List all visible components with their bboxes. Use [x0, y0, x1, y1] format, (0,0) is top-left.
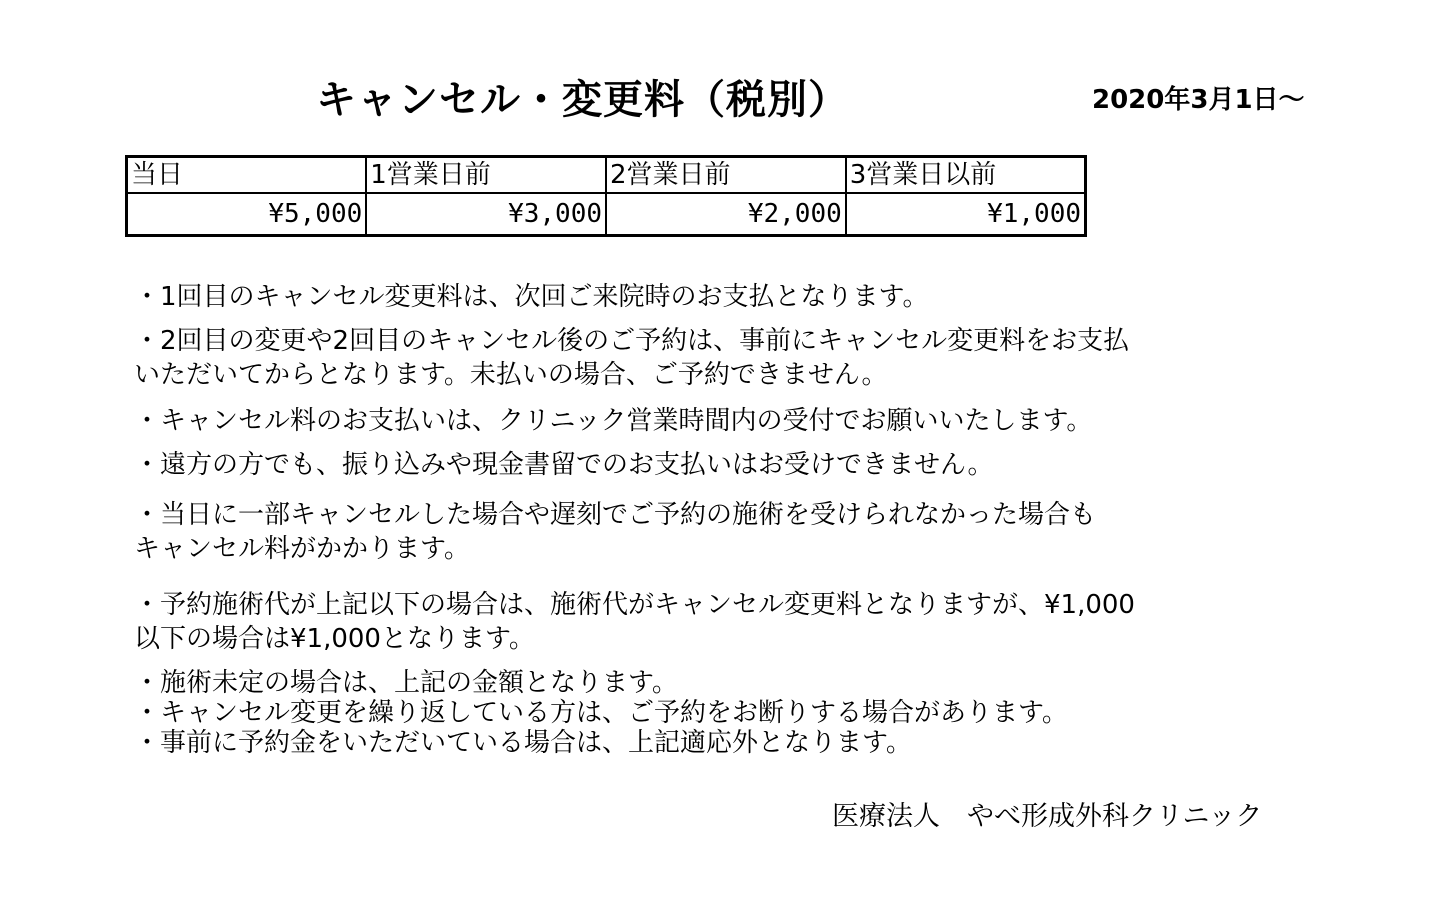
effective-date: 2020年3月1日～	[1092, 85, 1305, 115]
header-1-day-before: 1営業日前	[366, 157, 606, 194]
fee-3-days-before: ¥1,000	[846, 193, 1086, 236]
header-2-days-before: 2営業日前	[606, 157, 846, 194]
note-item: ・事前に予約金をいただいている場合は、上記適応外となります。	[134, 728, 912, 758]
page-title: キャンセル・変更料（税別）	[316, 77, 849, 123]
note-item: ・1回目のキャンセル変更料は、次回ご来院時のお支払となります。	[134, 282, 929, 312]
header-same-day: 当日	[127, 157, 367, 194]
note-item: ・施術未定の場合は、上記の金額となります。	[134, 668, 678, 698]
fee-table-header-row	[127, 157, 1086, 194]
note-item: ・キャンセル料のお支払いは、クリニック営業時間内の受付でお願いいたします。	[134, 406, 1093, 436]
fee-table-value-row	[127, 193, 1086, 236]
fee-table	[125, 155, 1087, 237]
note-item: ・キャンセル変更を繰り返している方は、ご予約をお断りする場合があります。	[134, 698, 1068, 728]
note-item: ・2回目の変更や2回目のキャンセル後のご予約は、事前にキャンセル変更料をお支払 いただいてからとなります。未払いの場合、ご予約できません。	[134, 326, 1130, 390]
notes-list	[134, 280, 1334, 760]
header-3-days-before: 3営業日以前	[846, 157, 1086, 194]
fee-2-days-before: ¥2,000	[606, 193, 846, 236]
clinic-signature: 医療法人 やべ形成外科クリニック	[832, 801, 1263, 832]
fee-same-day: ¥5,000	[127, 193, 367, 236]
note-item: ・遠方の方でも、振り込みや現金書留でのお支払いはお受けできません。	[134, 450, 994, 480]
note-item: ・予約施術代が上記以下の場合は、施術代がキャンセル変更料となりますが、¥1,000 以下の場合は¥1,000となります。	[134, 590, 1135, 654]
note-item: ・当日に一部キャンセルした場合や遅刻でご予約の施術を受けられなかった場合も キャンセル料がかかります。	[134, 500, 1097, 564]
fee-1-day-before: ¥3,000	[366, 193, 606, 236]
